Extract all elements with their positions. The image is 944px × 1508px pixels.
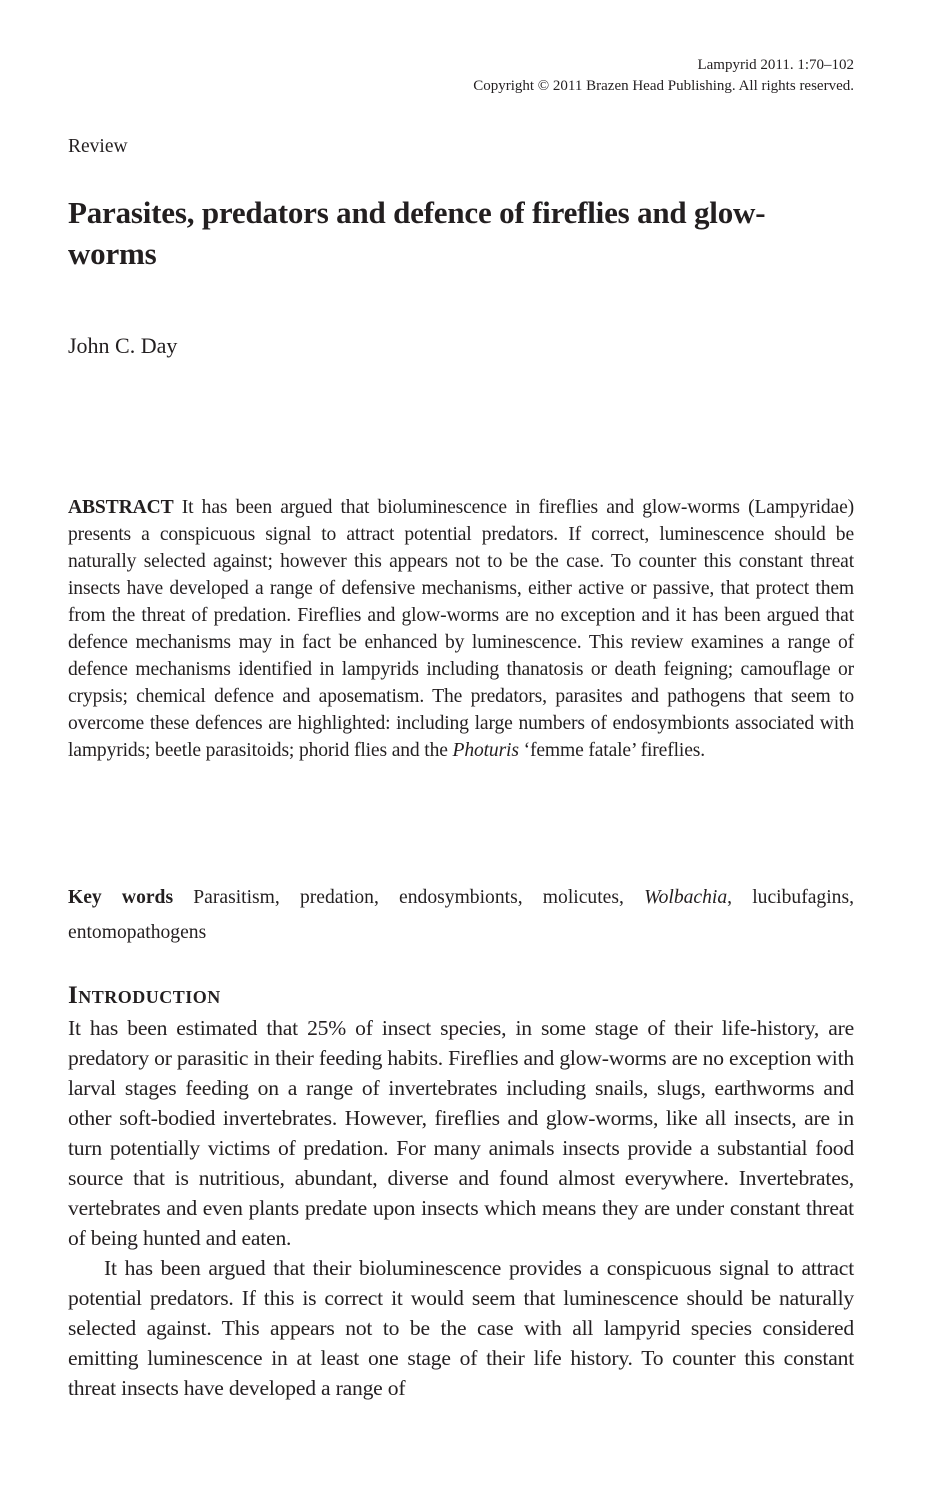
keywords-italic-term: Wolbachia (644, 887, 728, 908)
introduction-body (68, 1013, 854, 1403)
introduction-heading: Introduction (68, 982, 221, 1009)
running-header (473, 55, 854, 97)
body-paragraph: It has been estimated that 25% of insect species, in some stage of their life-history, are predatory or parasitic in their feeding habits. Fireflies and glow-worms are no exception with larval stages feeding on a range of invertebrates including snails, slugs, earthworms and other soft-bodied invertebrates. However, fireflies and glow-worms, like all insects, are in turn potentially victims of predation. For many animals insects provide a substantial food source that is nutritious, abundant, diverse and found almost everywhere. Invertebrates, vertebrates and even plants predate upon insects which means they are under constant threat of being hunted and eaten. (68, 1016, 854, 1250)
abstract (68, 494, 854, 764)
keywords-label: Key words (68, 887, 174, 908)
keywords (68, 880, 854, 950)
body-paragraph: It has been argued that their bioluminescence provides a conspicuous signal to attract potential predators. If this is correct it would seem that luminescence should be naturally selected against. This appears not to be the case with all lampyrid species considered emitting luminescence in at least one stage of their life history. To counter this constant threat insects have developed a range of (68, 1256, 854, 1400)
abstract-text-end: ‘femme fatale’ fireflies. (518, 740, 705, 761)
article-title: Parasites, predators and defence of fireflies and glow-worms (68, 195, 766, 271)
journal-citation: Lampyrid 2011. 1:70–102 (697, 57, 854, 73)
abstract-italic-term: Photuris (452, 740, 519, 761)
keywords-text-end: , lucibufagins, entomopathogens (68, 887, 854, 943)
keywords-text: Parasitism, predation, endosymbionts, molicutes, (173, 887, 645, 908)
abstract-text: It has been argued that bioluminescence in fireflies and glow-worms (Lampyridae) presents a conspicuous signal to attract potential predators. If correct, luminescence should be naturally selected against; however this appears not to be the case. To counter this constant threat insects have developed a range of defensive mechanisms, either active or passive, that protect them from the threat of predation. Fireflies and glow-worms are no exception and it has been argued that defence mechanisms may in fact be enhanced by luminescence. This review examines a range of defence mechanisms identified in lampyrids including thanatosis or death feigning; camouflage or crypsis; chemical defence and aposematism. The predators, parasites and pathogens that seem to overcome these defences are highlighted: including large numbers of endosymbionts associated with lampyrids; beetle parasitoids; phorid flies and the (68, 497, 854, 761)
author-name: John C. Day (68, 333, 178, 358)
abstract-label: ABSTRACT (68, 497, 174, 518)
copyright-notice: Copyright © 2011 Brazen Head Publishing. All rights reserved. (473, 78, 854, 94)
article-type-label: Review (68, 136, 128, 157)
